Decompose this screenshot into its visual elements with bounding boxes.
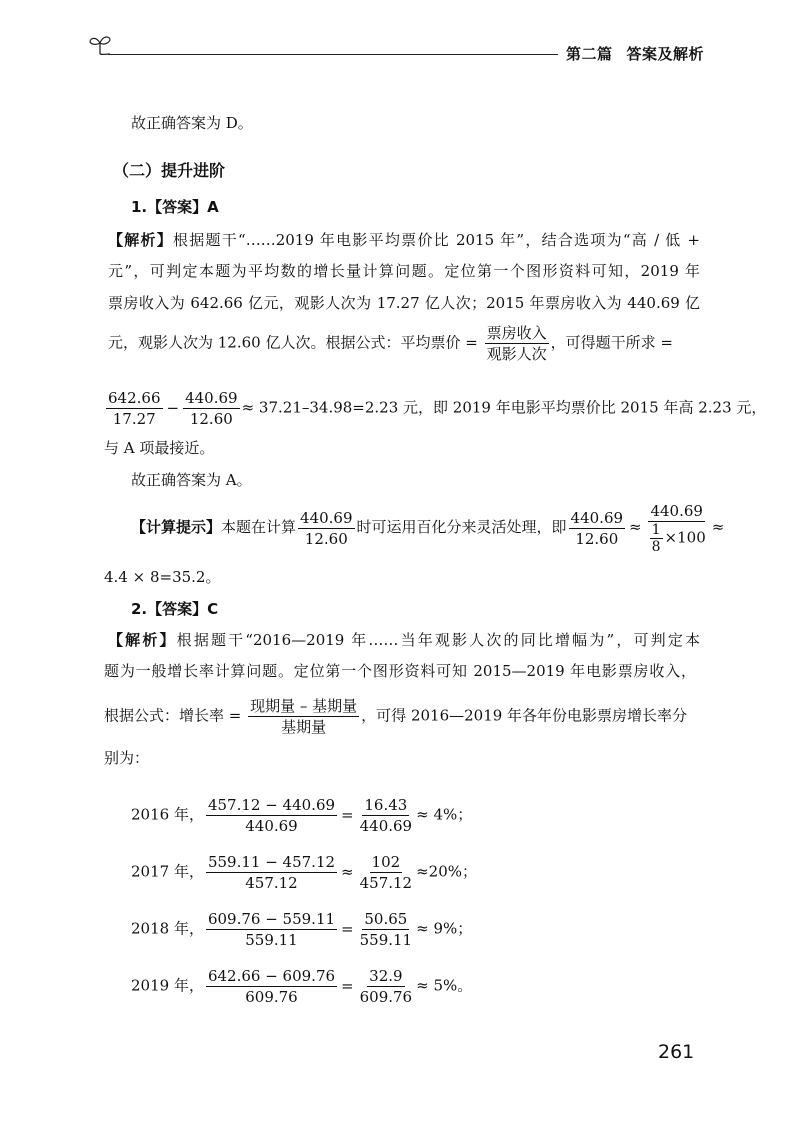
calc-relation: = xyxy=(341,976,354,995)
avg-price-fraction xyxy=(485,324,549,363)
header-rule xyxy=(108,54,558,55)
tip-fraction-num: 440.69 xyxy=(300,508,353,527)
tip-fraction-den: 12.60 xyxy=(304,529,348,548)
calc-num-1: 642.66 − 609.76 xyxy=(207,967,336,985)
calc-den-2: 609.76 xyxy=(359,988,413,1006)
calc-num-2: 16.43 xyxy=(364,796,408,814)
calc-result: ≈20%； xyxy=(416,862,478,881)
q1-answer-label: 1.【答案】A xyxy=(131,198,219,216)
calc-year: 2019 年， xyxy=(131,976,204,995)
calc-den-1: 609.76 xyxy=(245,988,298,1006)
tip-fraction-3-den xyxy=(646,522,708,554)
tip-fraction-2-num: 440.69 xyxy=(570,508,624,527)
fraction-2019-den: 17.27 xyxy=(112,410,156,428)
calc-result: ≈ 5%。 xyxy=(416,976,473,995)
calc-den-2: 440.69 xyxy=(359,817,413,835)
calc-fraction-1 xyxy=(206,967,337,1006)
calc-fraction-2 xyxy=(358,853,415,892)
tip-result: 4.4 × 8=35.2。 xyxy=(104,568,221,586)
growth-rate-numerator: 现期量 – 基期量 xyxy=(250,697,358,715)
calc-den-1: 440.69 xyxy=(245,817,298,835)
header-section: 答案及解析 xyxy=(626,45,705,63)
approx-sign-tail: ≈ xyxy=(711,518,725,536)
calc-result: ≈ 4%； xyxy=(416,805,473,824)
q1-line-6: 与 A 项最接近。 xyxy=(104,439,215,457)
q2-line-3-post: ，可得 2016—2019 年各年份电影票房增长率分 xyxy=(361,706,688,725)
tip-text-1: 本题在计算 xyxy=(221,518,297,536)
header-part: 第二篇 xyxy=(566,45,613,63)
q1-tip xyxy=(131,502,726,554)
one-eighth-fraction xyxy=(650,523,663,554)
tip-fraction xyxy=(298,509,355,548)
q1-line-4 xyxy=(108,324,673,363)
q2-line-1 xyxy=(108,630,700,650)
q1-line-4-post: ，可得题干所求 = xyxy=(550,333,673,352)
calc-num-1: 609.76 − 559.11 xyxy=(207,910,336,928)
calc-result: ≈ 9%； xyxy=(416,919,473,938)
q2-answer-label: 2.【答案】C xyxy=(131,600,219,618)
calc-row-2016 xyxy=(131,796,472,835)
tip-fraction-2-den: 12.60 xyxy=(575,529,619,548)
q2-line-1-text: 根据题干“2016—2019 年……当年观影人次的同比增幅为”，可判定本 xyxy=(176,631,700,649)
q2-line-3-pre: 根据公式：增长率 = xyxy=(104,706,242,725)
section-title: （二）提升进阶 xyxy=(113,161,226,180)
calc-relation: ≈ xyxy=(341,862,354,881)
q1-line-1 xyxy=(108,230,700,250)
minus-sign: − xyxy=(166,398,180,417)
one-eighth-num: 1 xyxy=(651,522,661,538)
calc-fraction-1 xyxy=(206,796,337,835)
calc-num-1: 559.11 − 457.12 xyxy=(207,853,336,871)
tip-fraction-3 xyxy=(646,502,708,554)
calc-den-1: 559.11 xyxy=(245,931,298,949)
avg-price-numerator: 票房收入 xyxy=(486,324,547,342)
calc-year: 2018 年， xyxy=(131,919,204,938)
calc-num-1: 457.12 − 440.69 xyxy=(207,796,336,814)
q1-line-5 xyxy=(104,389,766,428)
calc-fraction-2 xyxy=(358,967,415,1006)
q1-line-2: 元”，可判定本题为平均数的增长量计算问题。定位第一个图形资料可知，2019 年 xyxy=(108,262,700,280)
one-eighth-den: 8 xyxy=(651,539,661,555)
fraction-2015 xyxy=(183,389,240,428)
calc-fraction-1 xyxy=(206,853,337,892)
growth-rate-denominator: 基期量 xyxy=(281,718,327,736)
q1-line-4-pre: 元，观影人次为 12.60 亿人次。根据公式：平均票价 = xyxy=(108,333,478,352)
q2-line-4: 别为： xyxy=(104,749,150,767)
approx-sign: ≈ xyxy=(629,518,642,536)
calc-relation: = xyxy=(341,919,354,938)
calc-den-2: 457.12 xyxy=(359,874,413,892)
q1-line-3: 票房收入为 642.66 亿元，观影人次为 17.27 亿人次；2015 年票房收入为 440.69 亿 xyxy=(108,294,700,312)
calc-year: 2016 年， xyxy=(131,805,204,824)
calc-num-2: 50.65 xyxy=(364,910,408,928)
calc-den-2: 559.11 xyxy=(359,931,413,949)
fraction-2015-num: 440.69 xyxy=(185,389,238,407)
tip-text-2: 时可运用百化分来灵活处理，即 xyxy=(356,518,567,536)
page-number: 261 xyxy=(658,1041,695,1063)
tip-fraction-3-num: 440.69 xyxy=(650,502,703,520)
fraction-2019 xyxy=(106,389,163,428)
calc-den-1: 457.12 xyxy=(245,874,298,892)
calc-row-2017 xyxy=(131,853,477,892)
times-100: ×100 xyxy=(664,528,706,547)
calc-fraction-2 xyxy=(358,910,415,949)
q1-conclusion: 故正确答案为 A。 xyxy=(131,471,252,489)
q2-line-3 xyxy=(104,697,687,736)
calc-row-2018 xyxy=(131,910,472,949)
calc-num-2: 32.9 xyxy=(369,967,403,985)
q2-line-2: 题为一般增长率计算问题。定位第一个图形资料可知 2015—2019 年电影票房收入， xyxy=(104,662,696,680)
tip-tag: 【计算提示】 xyxy=(131,518,222,536)
calc-row-2019 xyxy=(131,967,472,1006)
fraction-2019-num: 642.66 xyxy=(108,389,161,407)
top-answer: 故正确答案为 D。 xyxy=(131,114,253,132)
header-title xyxy=(566,43,704,64)
calc-year: 2017 年， xyxy=(131,862,204,881)
q1-line-5-post: ≈ 37.21–34.98=2.23 元，即 2019 年电影平均票价比 2015 年高 2.23 元， xyxy=(241,398,767,417)
calc-relation: = xyxy=(341,805,354,824)
calc-num-2: 102 xyxy=(371,853,401,871)
q2-jiexi-tag: 【解析】 xyxy=(108,631,177,649)
avg-price-denominator: 观影人次 xyxy=(486,345,547,363)
fraction-2015-den: 12.60 xyxy=(189,410,233,428)
growth-rate-fraction xyxy=(248,697,359,736)
calc-fraction-2 xyxy=(358,796,415,835)
q1-jiexi-tag: 【解析】 xyxy=(108,231,174,249)
tip-fraction-2 xyxy=(569,509,626,548)
calc-fraction-1 xyxy=(206,910,337,949)
q1-line-1-text: 根据题干“……2019 年电影平均票价比 2015 年”，结合选项为“高 / 低 + xyxy=(173,231,700,249)
